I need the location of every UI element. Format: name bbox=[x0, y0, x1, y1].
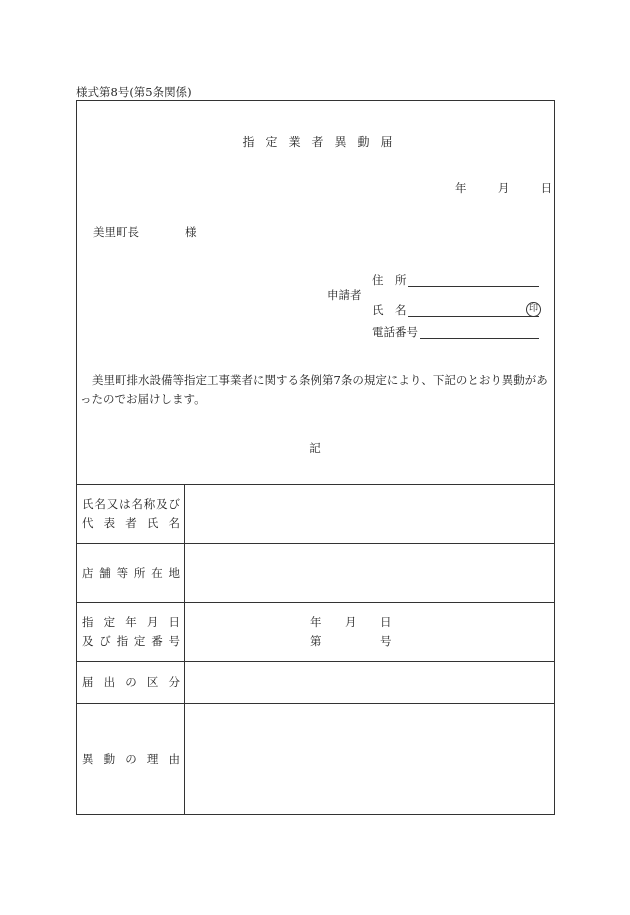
month-label: 月 bbox=[497, 181, 510, 195]
body-text: 美里町排水設備等指定工事業者に関する条例第7条の規定により、下記のとおり異動があったのでお届けします。 bbox=[80, 373, 548, 406]
form-number: 様式第8号(第5条関係) bbox=[76, 85, 192, 99]
table-row-label: 異動の理由 bbox=[82, 752, 180, 766]
name-label: 氏 名 bbox=[372, 303, 407, 317]
row-divider bbox=[77, 543, 554, 544]
year-label: 年 bbox=[455, 181, 467, 195]
row-divider bbox=[77, 703, 554, 704]
address-field[interactable] bbox=[408, 273, 539, 287]
designation-go-label: 号 bbox=[380, 634, 392, 648]
table-row-label: 届出の区分 bbox=[82, 675, 180, 689]
phone-label: 電話番号 bbox=[372, 325, 418, 339]
submission-date bbox=[455, 180, 552, 196]
ki-label: 記 bbox=[309, 441, 321, 455]
phone-field[interactable] bbox=[420, 325, 539, 339]
addressee-honorific: 様 bbox=[185, 225, 197, 239]
address-label: 住 所 bbox=[372, 273, 407, 287]
column-divider bbox=[184, 484, 185, 814]
name-field[interactable] bbox=[408, 303, 539, 317]
row-divider bbox=[77, 602, 554, 603]
addressee bbox=[93, 224, 197, 240]
row-divider bbox=[77, 661, 554, 662]
seal-icon: 印 bbox=[526, 302, 541, 317]
designation-dai-label: 第 bbox=[310, 634, 322, 648]
applicant-label: 申請者 bbox=[327, 288, 362, 302]
day-label: 日 bbox=[540, 181, 553, 195]
table-top-border bbox=[77, 484, 554, 485]
form-frame bbox=[76, 100, 555, 815]
designation-month-label: 月 bbox=[345, 615, 357, 629]
table-row-label: 店舗等所在地 bbox=[82, 566, 180, 580]
designation-year-label: 年 bbox=[310, 615, 322, 629]
table-row-label: 氏名又は名称及び 代表者氏名 bbox=[82, 497, 180, 530]
form-title: 指定業者異動届 bbox=[242, 135, 404, 149]
table-row-label: 指定年月日 及び指定番号 bbox=[82, 615, 180, 648]
addressee-name: 美里町長 bbox=[93, 225, 139, 239]
designation-day-label: 日 bbox=[380, 615, 392, 629]
